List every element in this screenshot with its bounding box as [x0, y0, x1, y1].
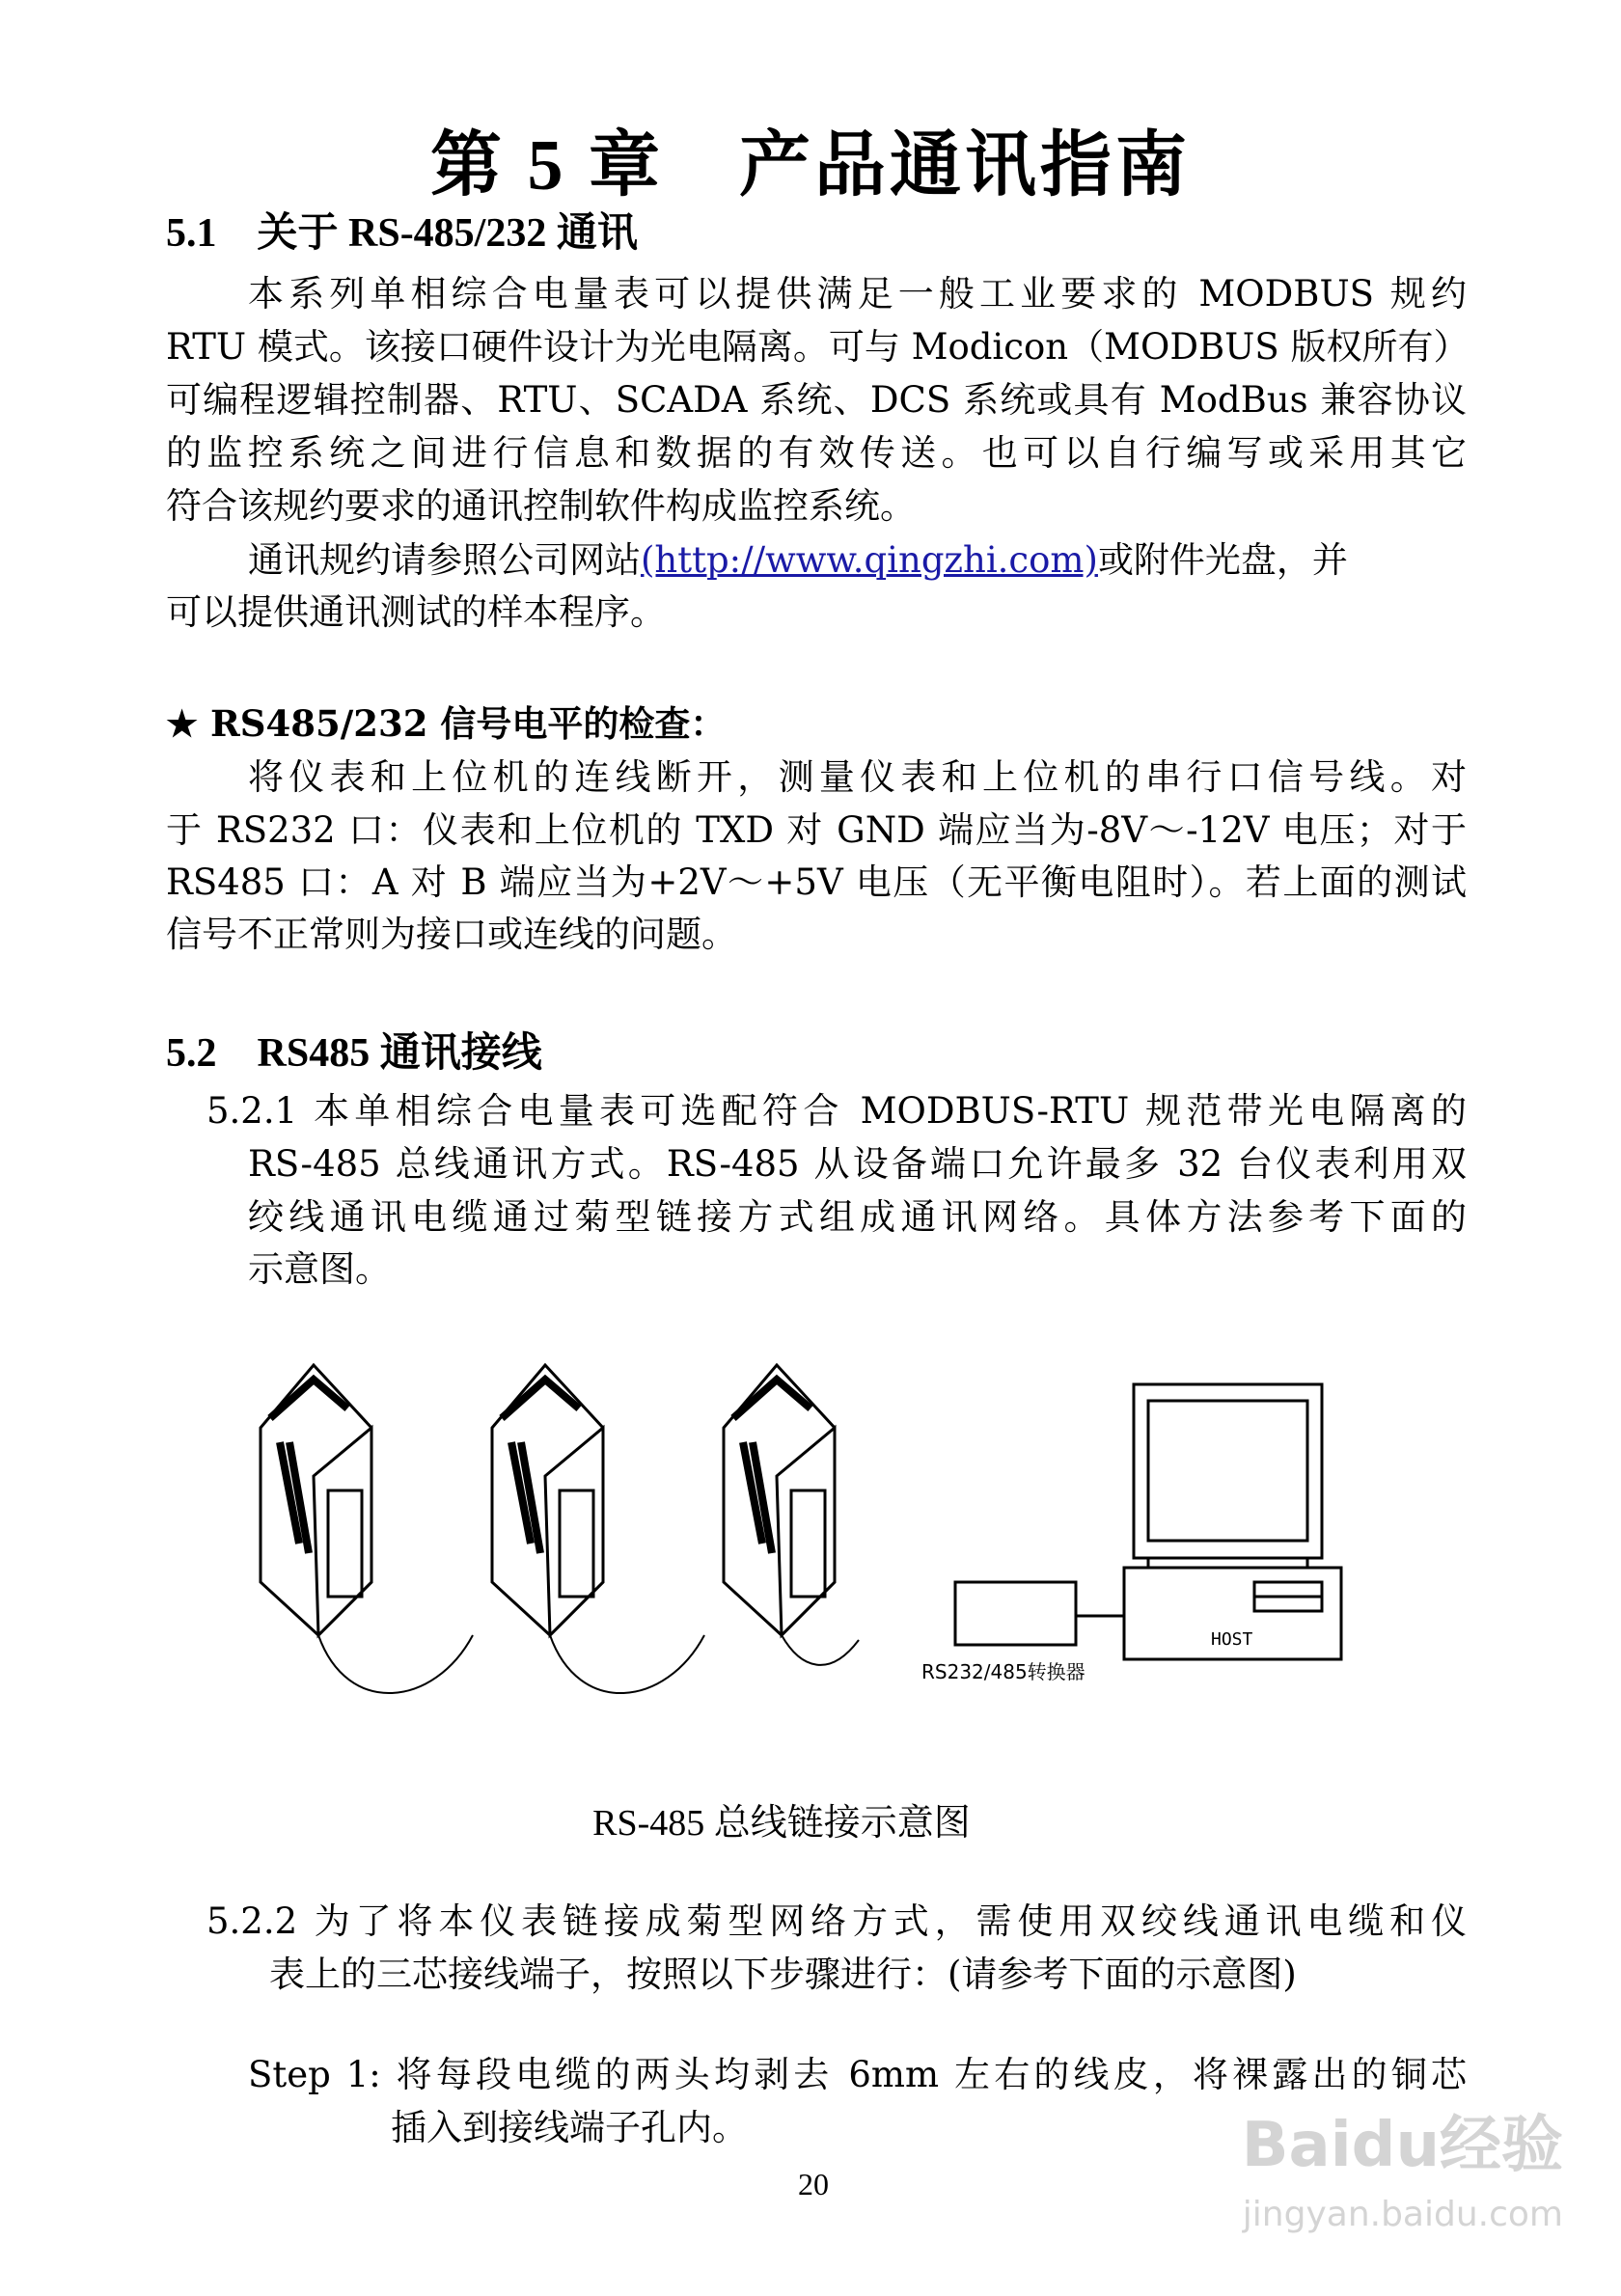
meter-device-3 [724, 1365, 835, 1635]
watermark-logo: Baidu经验 [1241, 2110, 1563, 2181]
paragraph-line: 信号不正常则为接口或连线的问题。 [166, 914, 737, 955]
converter-box [955, 1582, 1076, 1645]
website-link[interactable]: (http://www.qingzhi.com) [641, 539, 1098, 581]
converter-label: RS232/485转换器 [921, 1660, 1085, 1683]
rs485-bus-diagram [241, 1351, 1351, 1698]
check-heading: ★ RS485/232 信号电平的检查： [166, 702, 727, 745]
paragraph-line: 表上的三芯接线端子，按照以下步骤进行：(请参考下面的示意图) [269, 1954, 1297, 1995]
paragraph-line: 5.2.1 本单相综合电量表可选配符合 MODBUS-RTU 规范带光电隔离的 [206, 1090, 1467, 1132]
figure-caption: RS-485 总线链接示意图 [592, 1803, 971, 1844]
paragraph-line: RTU 模式。该接口硬件设计为光电隔离。可与 Modicon（MODBUS 版权所有） [166, 326, 1470, 368]
paragraph-line: 可以提供通讯测试的样本程序。 [166, 591, 666, 633]
paragraph-line: 可编程逻辑控制器、RTU、SCADA 系统、DCS 系统或具有 ModBus 兼容协议 [166, 379, 1467, 421]
meter-device-1 [261, 1365, 371, 1635]
host-label: HOST [1211, 1629, 1253, 1650]
paragraph-line [248, 531, 1348, 583]
paragraph-line: 将仪表和上位机的连线断开，测量仪表和上位机的串行口信号线。对 [248, 756, 1467, 798]
paragraph-line: 符合该规约要求的通讯控制软件构成监控系统。 [166, 485, 916, 527]
text: 或附件光盘，并 [1097, 539, 1348, 581]
paragraph-line: 绞线通讯电缆通过菊型链接方式组成通讯网络。具体方法参考下面的 [248, 1196, 1467, 1238]
paragraph-line: 的监控系统之间进行信息和数据的有效传送。也可以自行编写或采用其它 [166, 432, 1467, 474]
paragraph-line: RS-485 总线通讯方式。RS-485 从设备端口允许最多 32 台仪表利用双 [248, 1143, 1467, 1185]
paragraph-line: 本系列单相综合电量表可以提供满足一般工业要求的 MODBUS 规约 [248, 273, 1467, 314]
watermark-url: jingyan.baidu.com [1242, 2195, 1563, 2234]
host-monitor [1134, 1384, 1322, 1558]
step-line: 插入到接线端子孔内。 [391, 2107, 748, 2148]
section-5-1-heading: 5.1 关于 RS-485/232 通讯 [166, 211, 638, 256]
page-number: 20 [798, 2167, 829, 2201]
paragraph-line: 示意图。 [248, 1248, 391, 1290]
text: 通讯规约请参照公司网站 [248, 539, 641, 581]
step-line: Step 1: 将每段电缆的两头均剥去 6mm 左右的线皮，将裸露出的铜芯 [248, 2054, 1467, 2095]
paragraph-line: 于 RS232 口：仪表和上位机的 TXD 对 GND 端应当为-8V～-12V 电压；对于 [166, 809, 1467, 851]
section-5-2-heading: 5.2 RS485 通讯接线 [166, 1031, 542, 1076]
meter-device-2 [492, 1365, 603, 1635]
paragraph-line: RS485 口：A 对 B 端应当为+2V～+5V 电压（无平衡电阻时）。若上面的测试 [166, 861, 1467, 903]
chapter-title: 第 5 章 产品通讯指南 [430, 126, 1191, 205]
bus-cable [318, 1635, 859, 1693]
paragraph-line: 5.2.2 为了将本仪表链接成菊型网络方式，需使用双绞线通讯电缆和仪 [206, 1900, 1467, 1942]
